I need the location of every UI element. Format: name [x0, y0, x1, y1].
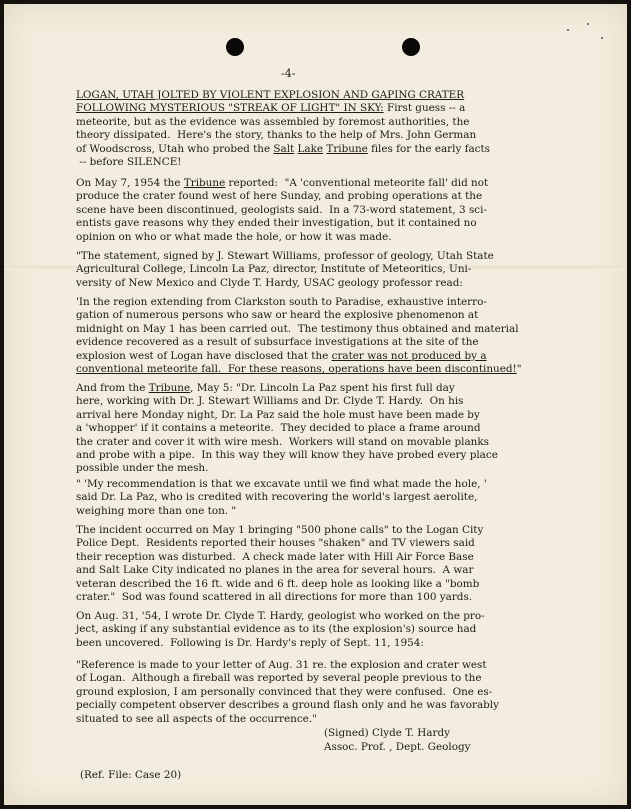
punch-hole-right: [402, 38, 420, 56]
p4-tribune: Tribune: [148, 382, 191, 394]
document-page: [4, 4, 627, 805]
paragraph-quote: [76, 296, 581, 376]
p1-pre: On May 7, 1954 the: [76, 177, 184, 189]
paragraph-statement: "The statement, signed by J. Stewart Williams, professor of geology, Utah State Agricultural College, Lincoln La Paz, director, Institute of Meteoritics, Uni- versity of New Mexico and Clyde T. Hardy, USAC geology professor read:: [76, 250, 494, 289]
paragraph-incident: The incident occurred on May 1 bringing "500 phone calls" to the Logan City Police Dept. Residents reported their houses "shaken" and TV viewers said their reception was disturbed. A check made later with Hill Air Force Base and Salt Lake City indicated no planes in the area for several hours. A war veteran described the 16 ft. wide and 6 ft. deep hole as looking like a "bomb crater." Sod was found scattered in all directions for more than 100 yards.: [76, 524, 484, 604]
paper-speck: [587, 23, 589, 25]
headline-line-2-rest: First guess -- a: [383, 102, 466, 115]
headline-paragraph: [76, 89, 581, 169]
paragraph-recommendation: " 'My recommendation is that we excavate until we find what made the hole, ' said Dr. La Paz, who is credited with recovering the world's largest aerolite, weighing more than one ton. ": [76, 478, 487, 517]
headline-line-2: FOLLOWING MYSTERIOUS "STREAK OF LIGHT" IN SKY:: [76, 102, 384, 115]
paragraph-letter: On Aug. 31, '54, I wrote Dr. Clyde T. Hardy, geologist who worked on the pro- ject, asking if any substantial evidence as to its (the explosion's) source had been uncovered. Following is Dr. Hardy's reply of Sept. 11, 1954:: [76, 610, 485, 649]
salt-word: Salt: [273, 142, 295, 155]
headline-tail: files for the early facts -- before SILENCE!: [79, 142, 491, 169]
p1-tribune: Tribune: [183, 177, 226, 189]
p4-post: , May 5: "Dr. Lincoln La Paz spent his first full day here, working with Dr. J. Stewart Williams and Dr. Clyde T. Hardy. On his arrival here Monday night, Dr. La Paz said the hole must have been made by a 'whopper' if it contains a meteorite. They decided to place a frame around the crater and cover it with wire mesh. Workers will stand on movable planks and probe with a pipe. In this way they will know they have probed every place possible under the mesh.: [76, 382, 498, 475]
p3-pre: 'In the region extending from Clarkston south to Paradise, exhaustive interro- gation of numerous persons who saw or heard the explosive phenomenon at midnight on May 1 has been carried out. The testimony thus obtained and material evidence recovered as a result of subsurface investigations at the site of the explosion west of Logan have disclosed that the: [76, 296, 519, 362]
p1-post: reported: "A 'conventional meteorite fall' did not produce the crater found west of here Sunday, and probing operations at the scene have been discontinued, geologists said. In a 73-word statement, 3 sci- entists gave reasons why they ended their investigation, but it contained no opinion on who or what made the hole, or how it was made.: [76, 177, 489, 243]
signature-name: (Signed) Clyde T. Hardy: [324, 727, 450, 739]
punch-hole-left: [226, 38, 244, 56]
p3-end: ": [516, 363, 522, 376]
paragraph-reply: "Reference is made to your letter of Aug. 31 re. the explosion and crater west of Logan. Although a fireball was reported by several people previous to the ground explosion, I am personally convinced that they were confused. One es- pecially competent observer describes a ground flash only and he was favorably situated to see all aspects of the occurrence.": [76, 659, 499, 725]
page-number: -4-: [281, 67, 296, 80]
signature-title: Assoc. Prof. , Dept. Geology: [324, 741, 471, 753]
paper-speck: [601, 37, 603, 39]
headline-line-1: LOGAN, UTAH JOLTED BY VIOLENT EXPLOSION AND GAPING CRATER: [76, 89, 465, 101]
p4-pre: And from the: [76, 382, 149, 394]
paragraph-tribune-may7: [76, 177, 581, 244]
paragraph-tribune-may5: [76, 382, 581, 476]
p3-underlined-1: crater was not produced by a: [331, 349, 487, 362]
reference-file: (Ref. File: Case 20): [80, 769, 182, 781]
lake-word: Lake: [297, 142, 324, 155]
tribune-word: Tribune: [326, 142, 368, 155]
p3-underlined-2: conventional meteorite fall. For these reasons, operations have been discontinued!: [76, 363, 517, 376]
headline-continuation: meteorite, but as the evidence was assembled by foremost authorities, the theory dissipated. Here's the story, thanks to the help of Mrs. John German of Woodscross, Utah who probed the: [76, 115, 477, 155]
paper-speck: [567, 29, 569, 31]
